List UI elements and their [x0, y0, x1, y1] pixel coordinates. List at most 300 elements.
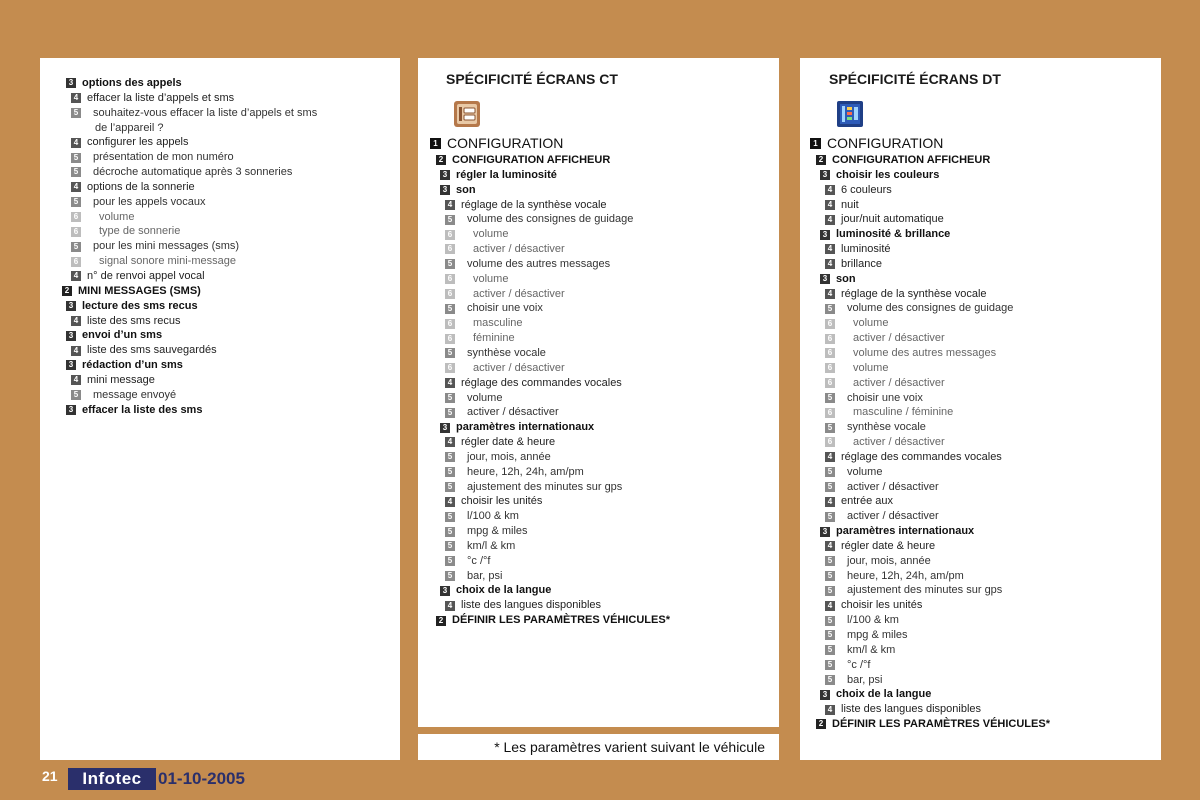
menu-item-label: MINI MESSAGES (SMS): [78, 284, 201, 297]
menu-item-label: rédaction d’un sms: [82, 359, 183, 372]
mid-menu-item: [430, 405, 670, 420]
level-badge: 2: [816, 719, 826, 729]
menu-item-label: entrée aux: [841, 495, 893, 508]
menu-item-label: réglage de la synthèse vocale: [841, 287, 987, 300]
mid-menu-item: [430, 569, 670, 584]
level-badge: 5: [825, 512, 835, 522]
right-menu-item: [810, 702, 1050, 717]
left-menu-item: [56, 403, 317, 418]
mid-menu-item: [430, 494, 670, 509]
menu-item-label: CONFIGURATION: [447, 135, 564, 151]
level-badge: 2: [62, 286, 72, 296]
level-badge: 5: [825, 304, 835, 314]
menu-item-label: pour les appels vocaux: [93, 195, 206, 208]
level-badge: 6: [825, 334, 835, 344]
level-badge: 1: [430, 138, 441, 149]
level-badge: 2: [436, 155, 446, 165]
mid-menu-item: [430, 435, 670, 450]
menu-item-label: n° de renvoi appel vocal: [87, 269, 205, 282]
mid-menu-item: [430, 134, 670, 153]
level-badge: 3: [66, 78, 76, 88]
level-badge: 4: [445, 601, 455, 611]
left-menu-item: [56, 269, 317, 284]
right-menu-item: [810, 687, 1050, 702]
level-badge: 5: [825, 423, 835, 433]
right-menu-item: [810, 331, 1050, 346]
left-menu-item: [56, 373, 317, 388]
menu-item-label: activer / désactiver: [853, 436, 945, 449]
level-badge: 6: [445, 274, 455, 284]
menu-item-label: l/100 & km: [847, 614, 899, 627]
menu-item-label: choisir les couleurs: [836, 168, 940, 181]
level-badge: 5: [445, 393, 455, 403]
level-badge: 5: [825, 645, 835, 655]
level-badge: 6: [445, 289, 455, 299]
menu-item-label: effacer la liste des sms: [82, 403, 203, 416]
level-badge: 4: [445, 378, 455, 388]
level-badge: 4: [825, 259, 835, 269]
left-menu-item: [56, 388, 317, 403]
menu-item-label: volume: [473, 272, 509, 285]
mid-menu-item: [430, 598, 670, 613]
right-menu-item: [810, 301, 1050, 316]
right-menu-item: [810, 658, 1050, 673]
mid-menu-item: [430, 346, 670, 361]
menu-item-label: volume des autres messages: [853, 346, 997, 359]
menu-item-label: ajustement des minutes sur gps: [847, 584, 1003, 597]
menu-item-label: configurer les appels: [87, 136, 189, 149]
menu-item-label: volume des autres messages: [467, 257, 611, 270]
right-menu-item: [810, 583, 1050, 598]
menu-item-label: luminosité & brillance: [836, 228, 951, 241]
level-badge: 6: [445, 334, 455, 344]
right-menu-item: [810, 569, 1050, 584]
level-badge: 4: [71, 182, 81, 192]
menu-item-label: liste des sms sauvegardés: [87, 344, 217, 357]
menu-item-label: activer / désactiver: [853, 376, 945, 389]
menu-item-label: type de sonnerie: [99, 225, 181, 238]
dt-screen-icon: [836, 100, 864, 128]
dt-screens-panel: [800, 58, 1161, 760]
right-menu-item: [810, 316, 1050, 331]
menu-item-label: jour, mois, année: [847, 554, 931, 567]
menu-item-label: lecture des sms recus: [82, 299, 198, 312]
menu-item-label: féminine: [473, 332, 515, 345]
level-badge: 3: [66, 331, 76, 341]
right-menu-item: [810, 405, 1050, 420]
menu-item-label: activer / désactiver: [853, 332, 945, 345]
level-badge: 5: [825, 660, 835, 670]
level-badge: 5: [825, 616, 835, 626]
level-badge: 3: [820, 230, 830, 240]
menu-item-label: liste des sms recus: [87, 314, 181, 327]
menu-item-label: choix de la langue: [456, 584, 552, 597]
right-menu-item: [810, 272, 1050, 287]
left-menu-item: [56, 224, 317, 239]
level-badge: 5: [445, 408, 455, 418]
menu-item-label: liste des langues disponibles: [841, 703, 982, 716]
menu-item-label: DÉFINIR LES PARAMÈTRES VÉHICULES*: [452, 614, 670, 627]
menu-item-label: jour/nuit automatique: [841, 213, 944, 226]
menu-item-label: réglage des commandes vocales: [461, 376, 622, 389]
menu-item-label: choisir une voix: [847, 391, 923, 404]
level-badge: 4: [71, 346, 81, 356]
menu-item-label: °c /°f: [467, 554, 491, 567]
level-badge: 3: [66, 405, 76, 415]
right-menu-item: [810, 361, 1050, 376]
level-badge: 3: [440, 185, 450, 195]
menu-item-label: synthèse vocale: [467, 346, 546, 359]
menu-item-label: mpg & miles: [847, 629, 908, 641]
left-menu-item: [56, 254, 317, 269]
right-menu-item: [810, 673, 1050, 688]
menu-item-label: masculine: [473, 317, 523, 330]
menu-item-label: régler la luminosité: [456, 168, 557, 181]
menu-item-label: décroche automatique après 3 sonneries: [93, 166, 293, 179]
menu-item-label: brillance: [841, 257, 882, 270]
level-badge: 4: [825, 244, 835, 254]
mid-menu-item: [430, 583, 670, 598]
menu-item-label: paramètres internationaux: [836, 525, 975, 538]
level-badge: 3: [440, 170, 450, 180]
level-badge: 5: [825, 675, 835, 685]
level-badge: 4: [825, 289, 835, 299]
level-badge: 3: [66, 301, 76, 311]
ct-panel-title: SPÉCIFICITÉ ÉCRANS CT: [446, 71, 618, 87]
level-badge: 6: [71, 227, 81, 237]
right-menu-item: [810, 242, 1050, 257]
menu-item-label: choix de la langue: [836, 688, 932, 701]
mid-menu-item: [430, 168, 670, 183]
level-badge: 5: [445, 259, 455, 269]
level-badge: 6: [825, 437, 835, 447]
right-menu-item: [810, 227, 1050, 242]
ct-screens-panel: [418, 58, 779, 727]
menu-item-label: pour les mini messages (sms): [93, 240, 240, 253]
level-badge: 5: [71, 390, 81, 400]
menu-item-label: volume: [473, 228, 509, 241]
menu-item-label: mpg & miles: [467, 525, 528, 538]
menu-item-label: masculine / féminine: [853, 406, 954, 419]
menu-item-label: heure, 12h, 24h, am/pm: [847, 569, 964, 582]
mid-menu-item: [430, 257, 670, 272]
menu-item-label: km/l & km: [847, 643, 896, 656]
left-menu-panel: [40, 58, 400, 760]
menu-item-label: activer / désactiver: [847, 480, 939, 493]
menu-item-label: envoi d’un sms: [82, 329, 163, 342]
right-menu-item: [810, 134, 1050, 153]
level-badge: 4: [445, 497, 455, 507]
mid-menu-item: [430, 539, 670, 554]
menu-item-label: nuit: [841, 198, 859, 211]
level-badge: 5: [445, 215, 455, 225]
menu-item-label: paramètres internationaux: [456, 421, 595, 434]
level-badge: 6: [825, 348, 835, 358]
level-badge: 4: [825, 200, 835, 210]
menu-item-label: ajustement des minutes sur gps: [467, 480, 623, 493]
level-badge: 3: [820, 170, 830, 180]
mid-menu-item: [430, 524, 670, 539]
mid-menu-item: [430, 198, 670, 213]
left-menu-item: [56, 239, 317, 254]
mid-menu-item: [430, 272, 670, 287]
right-menu-item: [810, 598, 1050, 613]
right-menu-item: [810, 212, 1050, 227]
left-menu-item: [56, 150, 317, 165]
menu-item-label: volume: [467, 391, 503, 404]
level-badge: 5: [71, 108, 81, 118]
mid-menu-item: [430, 153, 670, 168]
mid-menu-item: [430, 613, 670, 628]
right-menu-item: [810, 480, 1050, 495]
right-menu-item: [810, 494, 1050, 509]
menu-item-label: activer / désactiver: [847, 510, 939, 523]
mid-menu-item: [430, 465, 670, 480]
level-badge: 4: [825, 541, 835, 551]
right-menu-item: [810, 509, 1050, 524]
right-menu-item: [810, 183, 1050, 198]
level-badge: 6: [71, 257, 81, 267]
level-badge: 4: [71, 138, 81, 148]
left-menu-item: [56, 358, 317, 373]
menu-item-label: luminosité: [841, 243, 891, 256]
menu-item-label: CONFIGURATION AFFICHEUR: [832, 154, 991, 166]
mid-menu-item: [430, 331, 670, 346]
left-menu-item: [56, 165, 317, 180]
left-menu-item: [56, 180, 317, 195]
right-menu-item: [810, 420, 1050, 435]
ct-menu-tree: [430, 134, 670, 628]
mid-menu-item: [430, 554, 670, 569]
mid-menu-item: [430, 509, 670, 524]
level-badge: 5: [825, 393, 835, 403]
level-badge: 4: [825, 497, 835, 507]
right-menu-item: [810, 628, 1050, 643]
menu-item-label: liste des langues disponibles: [461, 599, 602, 612]
menu-item-label: mini message: [87, 373, 155, 386]
menu-item-label: synthèse vocale: [847, 421, 926, 434]
level-badge: 6: [825, 363, 835, 373]
level-badge: 2: [816, 155, 826, 165]
left-menu-item: [56, 195, 317, 210]
left-menu-item: [56, 135, 317, 150]
level-badge: 6: [445, 363, 455, 373]
level-badge: 4: [71, 93, 81, 103]
level-badge: 3: [440, 586, 450, 596]
level-badge: 6: [825, 319, 835, 329]
menu-item-label: l/100 & km: [467, 510, 519, 523]
menu-item-label: effacer la liste d’appels et sms: [87, 91, 235, 104]
mid-menu-item: [430, 212, 670, 227]
level-badge: 6: [825, 408, 835, 418]
menu-item-label: régler date & heure: [841, 539, 936, 552]
menu-item-label: réglage de la synthèse vocale: [461, 198, 607, 211]
mid-menu-item: [430, 227, 670, 242]
level-badge: 4: [825, 215, 835, 225]
menu-item-label: CONFIGURATION: [827, 135, 944, 151]
mid-menu-item: [430, 301, 670, 316]
menu-item-label: bar, psi: [467, 569, 503, 582]
left-menu-item: [56, 121, 317, 136]
left-menu-item: [56, 106, 317, 121]
menu-item-label: présentation de mon numéro: [93, 151, 234, 164]
level-badge: 1: [810, 138, 821, 149]
level-badge: 5: [445, 482, 455, 492]
level-badge: 6: [445, 319, 455, 329]
level-badge: 3: [820, 690, 830, 700]
level-badge: 4: [445, 200, 455, 210]
right-menu-item: [810, 539, 1050, 554]
mid-menu-item: [430, 376, 670, 391]
menu-item-label: choisir les unités: [461, 495, 543, 508]
right-menu-item: [810, 257, 1050, 272]
level-badge: 5: [825, 556, 835, 566]
left-menu-tree: [56, 76, 317, 417]
menu-item-label: options de la sonnerie: [87, 180, 195, 193]
mid-menu-item: [430, 480, 670, 495]
left-menu-item: [56, 343, 317, 358]
right-menu-item: [810, 613, 1050, 628]
right-menu-item: [810, 168, 1050, 183]
menu-item-label: heure, 12h, 24h, am/pm: [467, 465, 584, 478]
level-badge: 6: [445, 244, 455, 254]
level-badge: 4: [71, 316, 81, 326]
level-badge: 5: [825, 467, 835, 477]
level-badge: 5: [825, 586, 835, 596]
left-menu-item: [56, 91, 317, 106]
mid-menu-item: [430, 287, 670, 302]
level-badge: 5: [825, 571, 835, 581]
left-menu-item: [56, 76, 317, 91]
footnote-text: * Les paramètres varient suivant le véhicule: [494, 739, 765, 755]
menu-item-label: km/l & km: [467, 539, 516, 552]
mid-menu-item: [430, 316, 670, 331]
menu-item-label: de l’appareil ?: [95, 121, 164, 134]
menu-item-label: activer / désactiver: [473, 361, 565, 374]
menu-item-label: bar, psi: [847, 673, 883, 686]
level-badge: 5: [71, 153, 81, 163]
level-badge: 5: [445, 571, 455, 581]
edition-date: 01-10-2005: [158, 769, 245, 788]
mid-menu-item: [430, 391, 670, 406]
level-badge: 4: [825, 705, 835, 715]
menu-item-label: options des appels: [82, 77, 182, 89]
menu-item-label: DÉFINIR LES PARAMÈTRES VÉHICULES*: [832, 718, 1050, 731]
menu-item-label: activer / désactiver: [473, 243, 565, 256]
left-menu-item: [56, 210, 317, 225]
right-menu-item: [810, 435, 1050, 450]
right-menu-item: [810, 643, 1050, 658]
menu-item-label: activer / désactiver: [467, 406, 559, 419]
level-badge: 5: [71, 167, 81, 177]
menu-item-label: message envoyé: [93, 388, 177, 401]
right-menu-item: [810, 524, 1050, 539]
level-badge: 5: [445, 512, 455, 522]
level-badge: 3: [820, 274, 830, 284]
mid-menu-item: [430, 183, 670, 198]
menu-item-label: °c /°f: [847, 658, 871, 671]
menu-item-label: souhaitez-vous effacer la liste d’appels et sms: [93, 106, 318, 119]
right-menu-item: [810, 287, 1050, 302]
level-badge: 6: [71, 212, 81, 222]
menu-item-label: choisir les unités: [841, 599, 923, 612]
level-badge: 5: [825, 630, 835, 640]
level-badge: 3: [66, 360, 76, 370]
level-badge: 5: [445, 304, 455, 314]
level-badge: 5: [445, 556, 455, 566]
level-badge: 5: [445, 467, 455, 477]
right-menu-item: [810, 376, 1050, 391]
mid-menu-item: [430, 450, 670, 465]
level-badge: 6: [825, 378, 835, 388]
level-badge: 4: [825, 452, 835, 462]
menu-item-label: volume: [853, 317, 889, 330]
level-badge: 2: [436, 616, 446, 626]
right-menu-item: [810, 450, 1050, 465]
level-badge: 5: [71, 242, 81, 252]
right-menu-item: [810, 554, 1050, 569]
menu-item-label: son: [836, 272, 856, 285]
level-badge: 4: [445, 437, 455, 447]
right-menu-item: [810, 465, 1050, 480]
left-menu-item: [56, 314, 317, 329]
mid-menu-item: [430, 361, 670, 376]
menu-item-label: CONFIGURATION AFFICHEUR: [452, 154, 611, 166]
level-badge: 5: [71, 197, 81, 207]
left-menu-item: [56, 328, 317, 343]
level-badge: 6: [445, 230, 455, 240]
menu-item-label: réglage des commandes vocales: [841, 450, 1002, 463]
infotec-logo: Infotec: [68, 768, 156, 790]
level-badge: 4: [825, 185, 835, 195]
level-badge: 5: [445, 452, 455, 462]
menu-item-label: volume des consignes de guidage: [847, 302, 1014, 315]
menu-item-label: activer / désactiver: [473, 287, 565, 300]
right-menu-item: [810, 391, 1050, 406]
level-badge: 5: [445, 541, 455, 551]
mid-menu-item: [430, 242, 670, 257]
level-badge: 5: [825, 482, 835, 492]
page-number: 21: [42, 768, 58, 784]
right-menu-item: [810, 346, 1050, 361]
right-menu-item: [810, 198, 1050, 213]
mid-menu-item: [430, 420, 670, 435]
level-badge: 4: [71, 271, 81, 281]
level-badge: 4: [825, 601, 835, 611]
level-badge: 3: [820, 527, 830, 537]
menu-item-label: volume: [847, 465, 883, 478]
menu-item-label: signal sonore mini-message: [99, 255, 236, 268]
right-menu-item: [810, 717, 1050, 732]
menu-item-label: volume des consignes de guidage: [467, 213, 634, 226]
left-menu-item: [56, 299, 317, 314]
menu-item-label: jour, mois, année: [467, 450, 551, 463]
level-badge: 3: [440, 423, 450, 433]
menu-item-label: 6 couleurs: [841, 183, 892, 196]
menu-item-label: son: [456, 183, 476, 196]
dt-panel-title: SPÉCIFICITÉ ÉCRANS DT: [829, 71, 1001, 87]
left-menu-item: [56, 284, 317, 299]
footnote-panel: [418, 734, 779, 760]
menu-item-label: choisir une voix: [467, 302, 543, 315]
level-badge: 5: [445, 348, 455, 358]
right-menu-item: [810, 153, 1050, 168]
ct-screen-icon: [453, 100, 481, 128]
level-badge: 4: [71, 375, 81, 385]
dt-menu-tree: [810, 134, 1050, 732]
level-badge: 5: [445, 527, 455, 537]
menu-item-label: volume: [99, 210, 135, 223]
